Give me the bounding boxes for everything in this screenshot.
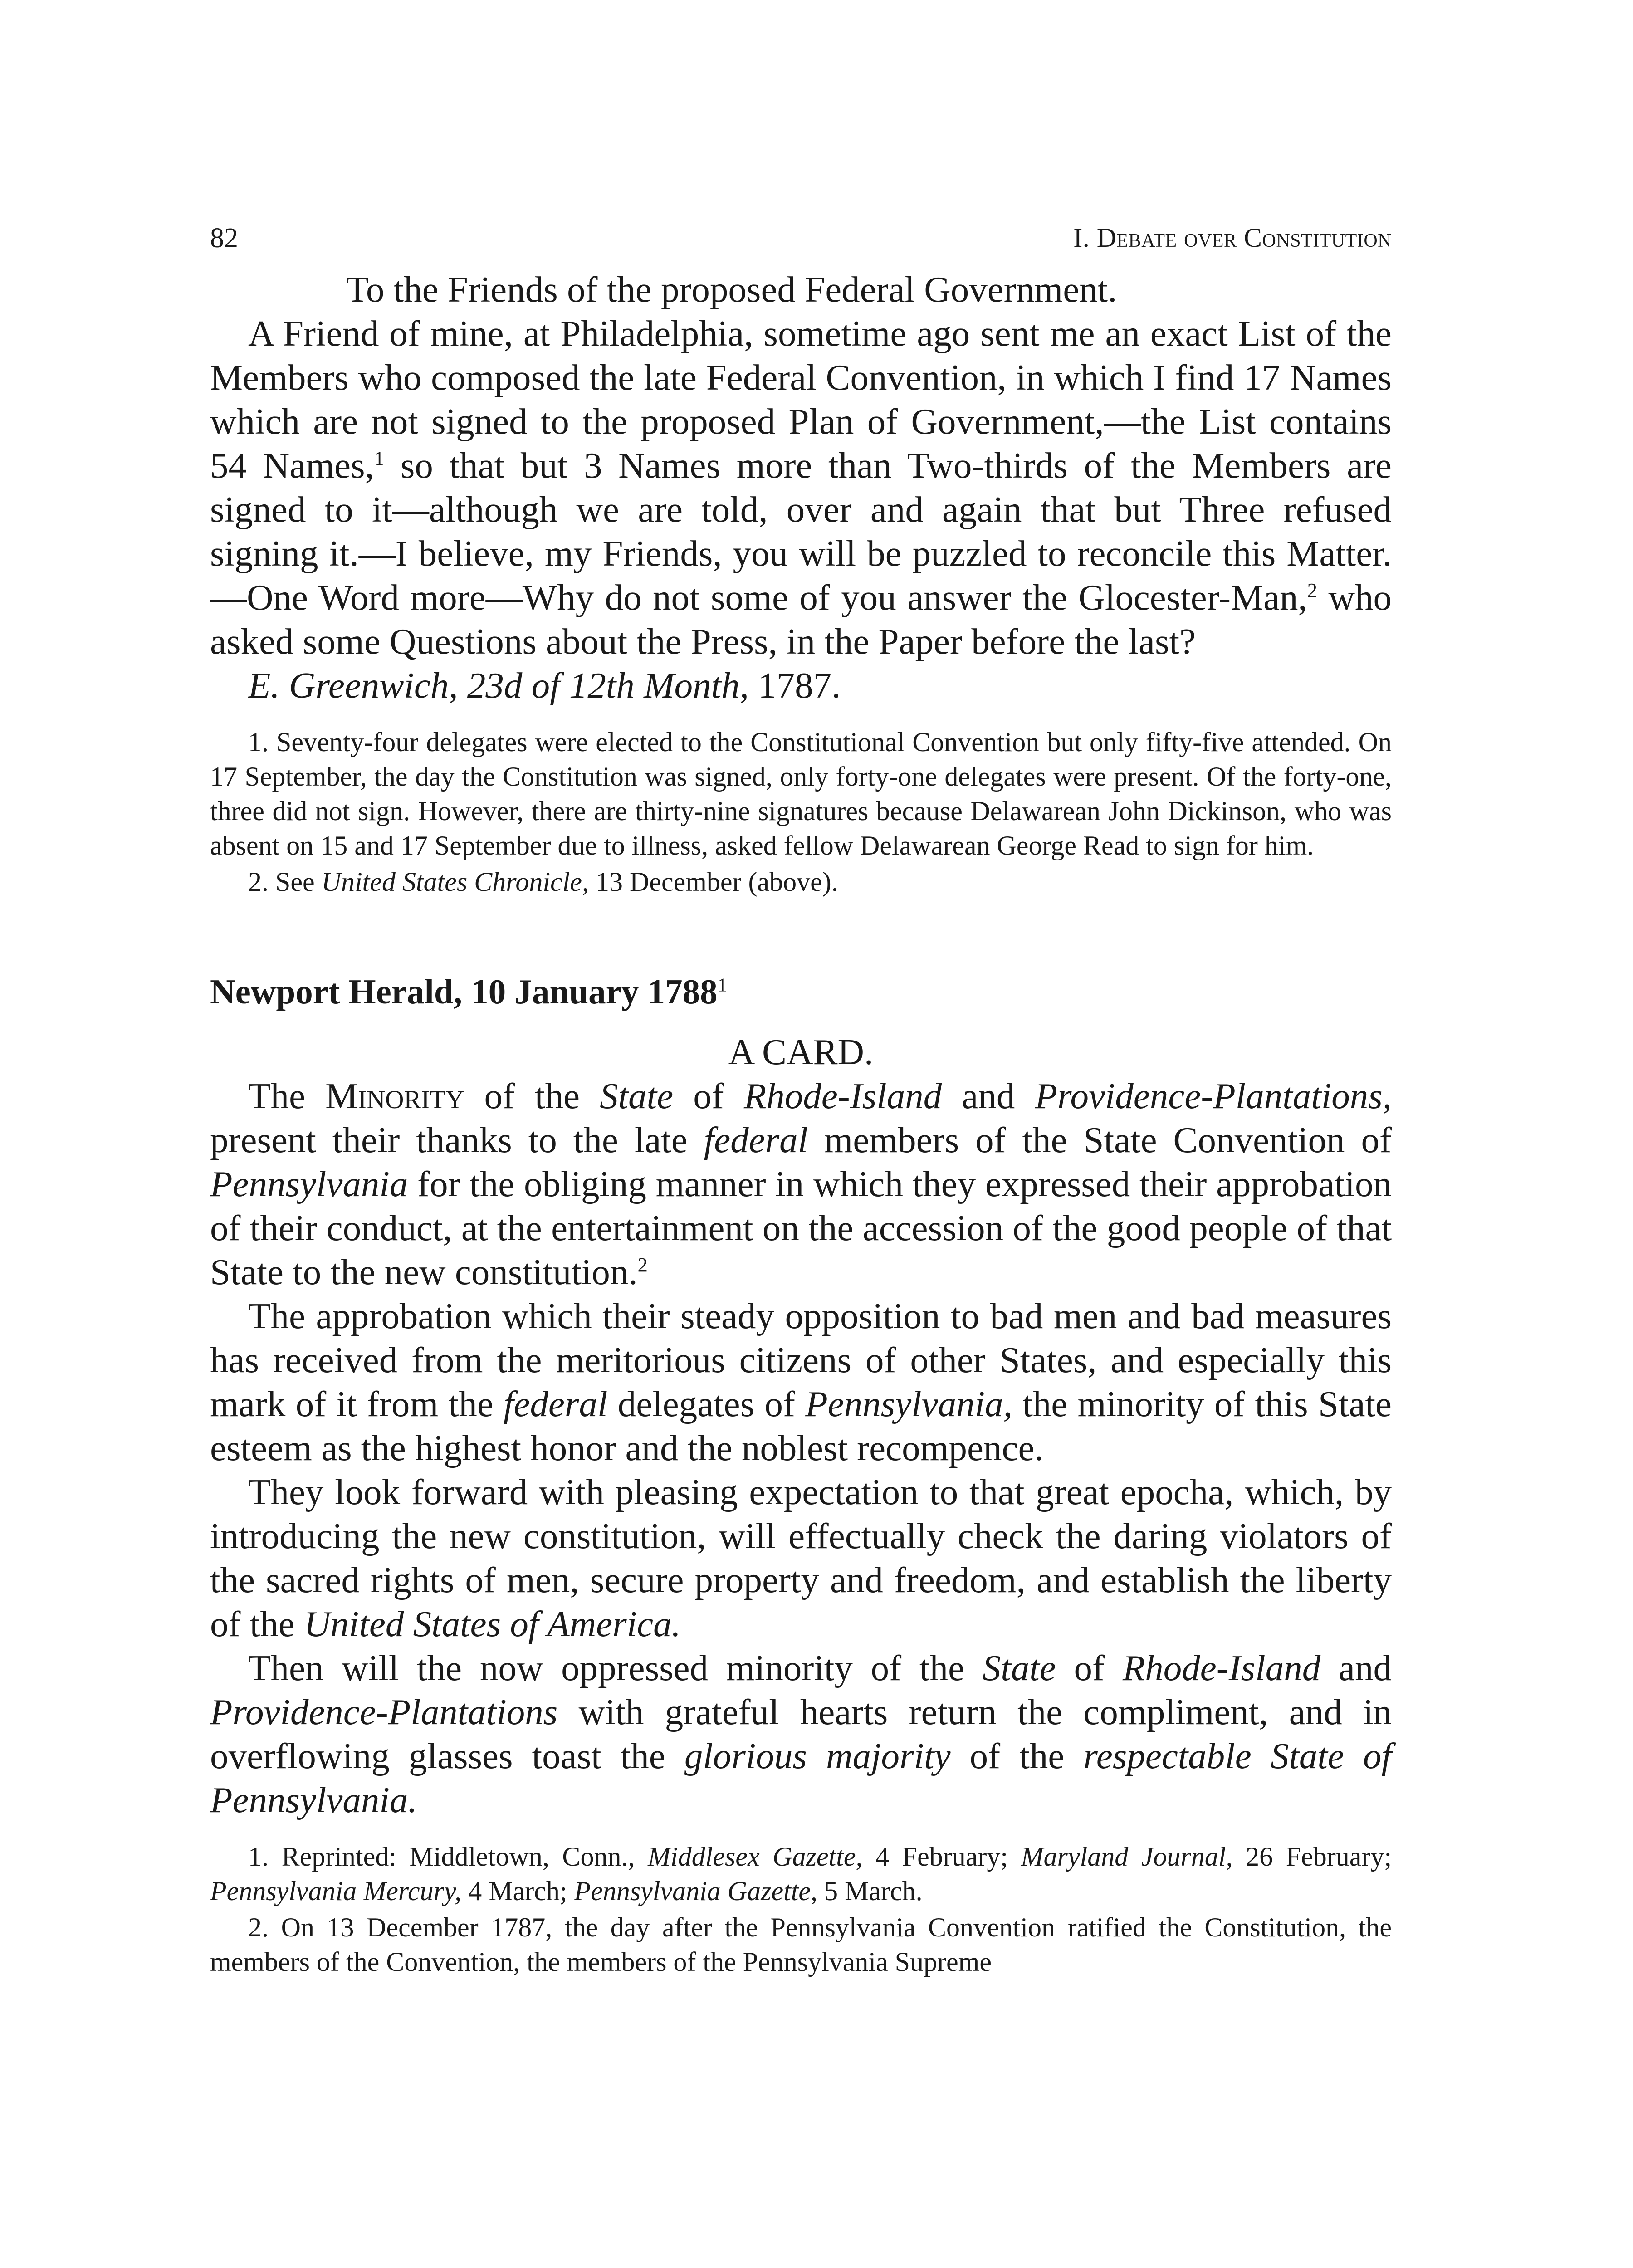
running-title: I. Debate over Constitution [1073, 223, 1392, 253]
card-paragraph: The Minority of the State of Rhode-Island and Providence-Plantations, present their thanks to the late federal members of the State Convention of Pennsylvania for the obliging manner in which they expressed their approbation of their conduct, at the entertainment on the accession of the good people of that State to the new constitution.$^2$ [210, 1075, 1392, 1292]
page-number: 82 [210, 223, 238, 254]
footnote: 1. Reprinted: Middletown, Conn., Middlesex Gazette, 4 February; Maryland Journal, 26 February; Pennsylvania Mercury, 4 March; Pennsylvania Gazette, 5 March. [210, 1842, 1392, 1906]
card-paragraph: Then will the now oppressed minority of the State of Rhode-Island and Providence-Plantations with grateful hearts return the compliment, and in overflowing glasses toast the glorious majority of the respectable State of Pennsylvania. [210, 1647, 1392, 1820]
letter [210, 268, 1392, 708]
card [210, 1030, 1392, 1822]
footnote: 2. See United States Chronicle, 13 December (above). [248, 867, 838, 897]
footnote-ref: 1 [374, 447, 385, 469]
letter-dateline: E. Greenwich, 23d of 12th Month, 1787. [248, 665, 841, 706]
letter-salutation: To the Friends of the proposed Federal Government. [346, 269, 1117, 310]
footnote: 2. On 13 December 1787, the day after the Pennsylvania Convention ratified the Constitution, the members of the Convention, the members of the Pennsylvania Supreme [210, 1912, 1392, 1977]
footnotes-letter [210, 725, 1392, 899]
footnote: 1. Seventy-four delegates were elected to the Constitutional Convention but only fifty-five attended. On 17 September, the day the Constitution was signed, only forty-one delegates were present. Of the forty-one, three did not sign. However, there are thirty-nine signatures because Delawarean John Dickinson, who was absent on 15 and 17 September due to illness, asked fellow Delawarean George Read to sign for him. [210, 727, 1392, 860]
card-paragraph: They look forward with pleasing expectation to that great epocha, which, by introducing the new constitution, will effectually check the daring violators of the sacred rights of men, secure property and freedom, and establish the liberty of the United States of America. [210, 1471, 1392, 1644]
page [210, 213, 1392, 1981]
footnote-ref: 2 [637, 1253, 648, 1276]
running-head [210, 213, 1392, 268]
footnote-ref: 1 [717, 974, 727, 996]
letter-paragraph: A Friend of mine, at Philadelphia, sometime ago sent me an exact List of the Members who composed the late Federal Convention, in which I find 17 Names which are not signed to the proposed Plan of Government,—the List contains 54 Names,$^1$ so that but 3 Names more than Two-thirds of the Members are signed to it—although we are told, over and again that but Three refused signing it.—I believe, my Friends, you will be puzzled to reconcile this Matter.—One Word more—Why do not some of you answer the Glocester-Man,$^2$ who asked some Questions about the Press, in the Paper before the last? [210, 313, 1392, 662]
section-title: Newport Herald, 10 January 1788$^1$ [210, 972, 727, 1011]
footnote-ref: 2 [1307, 579, 1318, 601]
card-heading: A CARD. [728, 1031, 874, 1072]
card-paragraph: The approbation which their steady opposition to bad men and bad measures has received from the meritorious citizens of other States, and especially this mark of it from the federal delegates of Pennsylvania, the minority of this State esteem as the highest honor and the noblest recompence. [210, 1295, 1392, 1468]
footnotes-card [210, 1839, 1392, 1979]
